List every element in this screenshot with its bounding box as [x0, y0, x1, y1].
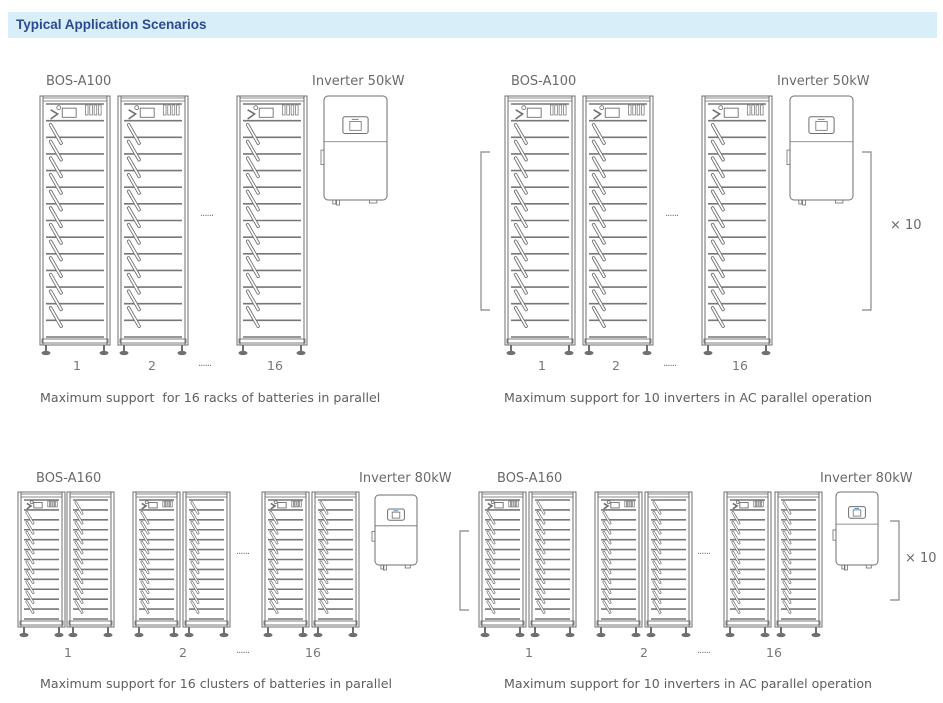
scenario-3-model-label: BOS-A160 [36, 471, 102, 486]
scenario-4-cluster-3-rack-a [724, 492, 771, 637]
scenario-2-inverter [787, 96, 853, 205]
scenario-3-cluster-1-rack-b [67, 492, 114, 637]
scenario-3-inverter-label: Inverter 80kW [359, 471, 452, 486]
scenario-3-ellipsis-racks: ...... [236, 546, 250, 557]
scenario-4-cluster-3-rack-b [775, 492, 822, 637]
scenario-3-ellipsis-numbers: ...... [236, 645, 250, 656]
scenario-4-cluster-1-rack-a [479, 492, 526, 637]
scenario-4-cluster-1-rack-b [529, 492, 576, 637]
scenario-1-ellipsis-racks: ...... [200, 208, 214, 219]
scenario-4-multiplier: × 10 [905, 551, 937, 566]
scenario-4-ellipsis-numbers: ...... [697, 645, 711, 656]
scenario-2-model-label: BOS-A100 [511, 74, 577, 89]
scenario-3-cluster-1-rack-a [18, 492, 65, 637]
scenario-2-right-bracket [862, 152, 871, 310]
scenario-2-battery-rack-1 [505, 96, 575, 355]
scenario-4-rack-number-1: 1 [525, 645, 533, 660]
scenario-2-multiplier: × 10 [890, 218, 922, 233]
scenario-3-cluster-2-rack-b [183, 492, 230, 637]
scenario-1-caption: Maximum support for 16 racks of batteries in parallel [40, 390, 381, 405]
scenario-3-inverter [372, 495, 417, 570]
section-title: Typical Application Scenarios [16, 17, 207, 32]
scenario-3-cluster-2-rack-a [133, 492, 180, 637]
scenario-1-model-label: BOS-A100 [46, 74, 112, 89]
scenario-4-rack-number-2: 2 [640, 645, 648, 660]
scenario-3-rack-number-1: 1 [64, 645, 72, 660]
scenario-2-battery-rack-2 [583, 96, 653, 355]
scenario-3-cluster-3-rack-a [262, 492, 309, 637]
scenario-2-rack-number-16: 16 [732, 358, 748, 373]
scenario-2-caption: Maximum support for 10 inverters in AC parallel operation [504, 390, 873, 405]
scenario-4-inverter-label: Inverter 80kW [820, 471, 913, 486]
scenario-4-caption: Maximum support for 10 inverters in AC parallel operation [504, 676, 873, 691]
scenario-2-battery-rack-3 [702, 96, 772, 355]
scenario-1-battery-rack-3 [237, 96, 307, 355]
scenario-4-rack-number-16: 16 [766, 645, 782, 660]
scenario-4-cluster-2-rack-a [595, 492, 642, 637]
scenario-1-rack-number-1: 1 [73, 358, 81, 373]
scenario-1-inverter-label: Inverter 50kW [312, 74, 405, 89]
scenario-4-right-bracket [890, 521, 899, 600]
scenario-4-cluster-2-rack-b [645, 492, 692, 637]
scenario-3-cluster-3-rack-b [312, 492, 359, 637]
scenario-2-ellipsis-racks: ...... [665, 208, 679, 219]
scenario-1-ellipsis-numbers: ...... [198, 358, 212, 369]
scenario-2-rack-number-2: 2 [612, 358, 620, 373]
scenario-4-model-label: BOS-A160 [497, 471, 563, 486]
scenario-4-ellipsis-racks: ...... [697, 546, 711, 557]
scenario-1-rack-number-2: 2 [148, 358, 156, 373]
scenario-2-left-bracket [481, 152, 490, 310]
scenario-2-inverter-label: Inverter 50kW [777, 74, 870, 89]
scenario-3-rack-number-16: 16 [305, 645, 321, 660]
scenario-3-rack-number-2: 2 [179, 645, 187, 660]
scenario-1-battery-rack-1 [40, 96, 110, 355]
scenario-4-left-bracket [460, 531, 469, 610]
scenario-1-rack-number-16: 16 [267, 358, 283, 373]
scenario-1-inverter [321, 96, 387, 205]
scenario-1-battery-rack-2 [118, 96, 188, 355]
scenario-2-ellipsis-numbers: ...... [663, 358, 677, 369]
scenario-2-rack-number-1: 1 [538, 358, 546, 373]
scenario-3-caption: Maximum support for 16 clusters of batteries in parallel [40, 676, 392, 691]
scenario-4-inverter [833, 492, 878, 570]
